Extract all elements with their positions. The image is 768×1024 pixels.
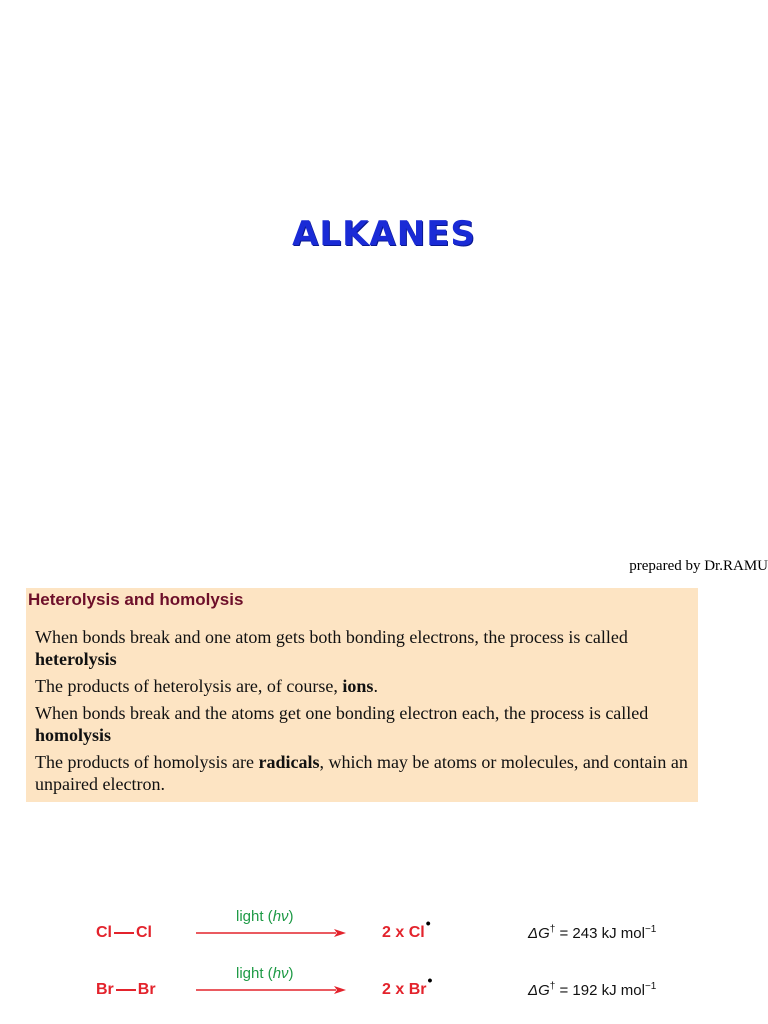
reaction-condition <box>236 908 294 925</box>
energy-value: = 243 kJ mol <box>555 925 645 942</box>
activation-energy <box>528 981 656 999</box>
product-text: 2 x Br <box>382 981 427 998</box>
energy-exponent: −1 <box>644 924 657 935</box>
paragraph-ions <box>35 675 695 697</box>
reaction-chlorine <box>0 908 768 948</box>
author-credit: prepared by Dr.RAMU <box>629 558 768 574</box>
product-text: 2 x Cl <box>382 924 425 941</box>
radical-dot: • <box>425 915 431 931</box>
single-bond <box>114 932 134 934</box>
energy-symbol: ΔG <box>528 982 550 999</box>
term-homolysis: homolysis <box>35 725 112 745</box>
radical-dot: • <box>427 972 433 988</box>
energy-dagger: † <box>549 981 556 992</box>
condition-symbol: hν <box>272 908 289 925</box>
condition-text: ) <box>288 908 294 925</box>
term-heterolysis: heterolysis <box>35 649 117 669</box>
box-body <box>35 626 695 800</box>
paragraph-text: , which may be atoms or molecules, and contain an unpaired electron. <box>35 752 688 794</box>
page-title: ALKANES <box>292 214 476 254</box>
condition-text: ) <box>288 965 294 982</box>
reaction-arrow-icon <box>196 928 346 938</box>
reactant-molecule <box>96 924 152 942</box>
paragraph-text: . <box>373 676 378 696</box>
paragraph-homolysis <box>35 702 695 746</box>
paragraph-text: When bonds break and the atoms get one bonding electron each, the process is called <box>35 703 649 723</box>
energy-symbol: ΔG <box>528 925 550 942</box>
reaction-product <box>382 972 433 999</box>
single-bond <box>116 989 136 991</box>
term-radicals: radicals <box>258 752 320 772</box>
paragraph-text: When bonds break and one atom gets both bonding electrons, the process is called <box>35 627 628 647</box>
definition-box <box>26 588 698 802</box>
paragraph-heterolysis <box>35 626 695 670</box>
reaction-arrow-icon <box>196 985 346 995</box>
energy-dagger: † <box>549 924 556 935</box>
condition-text: light ( <box>236 965 273 982</box>
atom-label: Br <box>96 981 114 998</box>
paragraph-radicals <box>35 751 695 795</box>
condition-text: light ( <box>236 908 273 925</box>
reaction-condition <box>236 965 294 982</box>
condition-symbol: hν <box>272 965 289 982</box>
atom-label: Cl <box>136 924 152 941</box>
atom-label: Br <box>137 981 156 998</box>
reaction-product <box>382 915 431 942</box>
energy-exponent: −1 <box>644 981 657 992</box>
reaction-bromine <box>0 965 768 1005</box>
energy-value: = 192 kJ mol <box>555 982 645 999</box>
reactant-molecule <box>96 981 156 999</box>
paragraph-text: The products of heterolysis are, of course, <box>35 676 343 696</box>
atom-label: Cl <box>96 924 112 941</box>
paragraph-text: The products of homolysis are <box>35 752 259 772</box>
term-ions: ions <box>342 676 374 696</box>
box-heading: Heterolysis and homolysis <box>28 590 244 609</box>
activation-energy <box>528 924 656 942</box>
